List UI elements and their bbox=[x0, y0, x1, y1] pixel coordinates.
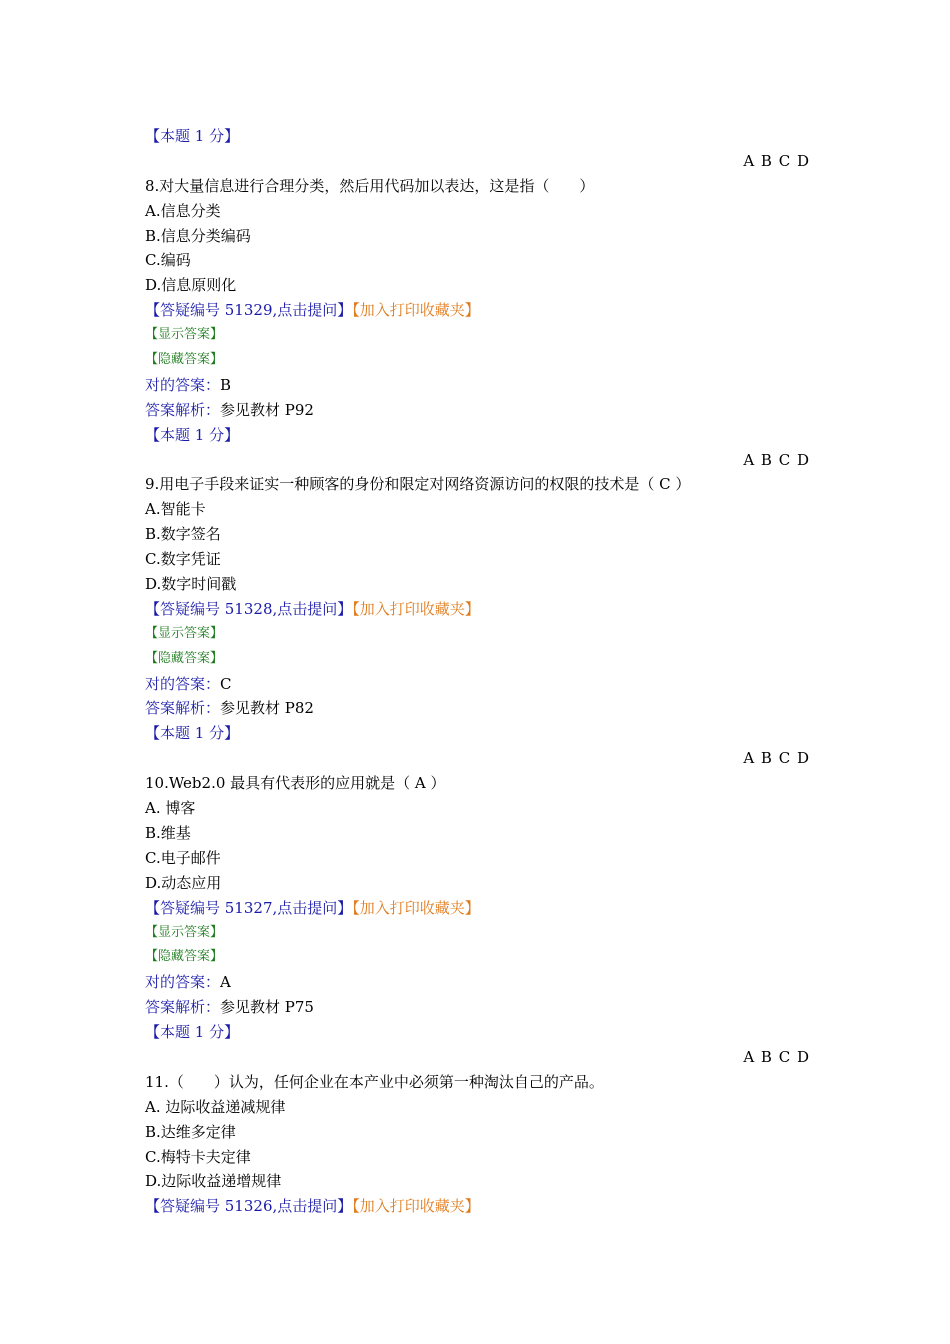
option-c: C.数字凭证 bbox=[145, 550, 221, 569]
option-b: B.维基 bbox=[145, 823, 191, 842]
option-b: B.数字签名 bbox=[145, 525, 221, 544]
score-label: 【本题 1 分】 bbox=[145, 724, 240, 743]
hide-answer-link[interactable]: 【隐藏答案】 bbox=[145, 352, 224, 368]
ask-question-link[interactable]: 【答疑编号 51328,点击提问】 bbox=[145, 599, 353, 618]
option-c: C.编码 bbox=[145, 251, 191, 270]
option-a: A. 边际收益递减规律 bbox=[145, 1097, 286, 1116]
score-label: 【本题 1 分】 bbox=[145, 127, 240, 145]
analysis-label: 答案解析： bbox=[145, 998, 221, 1017]
question-text: 10.Web2.0 最具有代表形的应用就是（ A ） bbox=[145, 774, 446, 793]
answer-row bbox=[145, 373, 810, 398]
analysis-value: 参见教材 P75 bbox=[220, 998, 314, 1017]
link-row bbox=[145, 298, 810, 323]
hide-answer-link[interactable]: 【隐藏答案】 bbox=[145, 949, 224, 965]
analysis-label: 答案解析： bbox=[145, 400, 221, 419]
link-row bbox=[145, 597, 810, 622]
add-favorites-link[interactable]: 【加入打印收藏夹】 bbox=[352, 898, 480, 917]
link-row bbox=[145, 896, 810, 921]
option-b: B.信息分类编码 bbox=[145, 226, 251, 245]
hide-answer-link[interactable]: 【隐藏答案】 bbox=[145, 650, 224, 666]
options-header: A B C D bbox=[743, 151, 810, 170]
answer-label: 对的答案： bbox=[145, 674, 221, 693]
ask-question-link[interactable]: 【答疑编号 51327,点击提问】 bbox=[145, 898, 353, 917]
analysis-value: 参见教材 P82 bbox=[220, 699, 314, 718]
options-header: A B C D bbox=[743, 749, 810, 768]
option-b: B.达维多定律 bbox=[145, 1122, 236, 1141]
option-a: A.智能卡 bbox=[145, 500, 206, 519]
option-d: D.边际收益递增规律 bbox=[145, 1172, 282, 1191]
option-d: D.动态应用 bbox=[145, 873, 222, 892]
option-c: C.电子邮件 bbox=[145, 848, 221, 867]
analysis-label: 答案解析： bbox=[145, 699, 221, 718]
answer-row bbox=[145, 672, 810, 697]
link-row bbox=[145, 1194, 810, 1219]
question-text: 9.用电子手段来证实一种顾客的身份和限定对网络资源访问的权限的技术是（ C ） bbox=[145, 475, 691, 494]
answer-label: 对的答案： bbox=[145, 375, 221, 394]
answer-row bbox=[145, 970, 810, 995]
show-answer-link[interactable]: 【显示答案】 bbox=[145, 327, 224, 343]
answer-value: C bbox=[220, 674, 232, 693]
analysis-value: 参见教材 P92 bbox=[220, 400, 314, 419]
answer-value: B bbox=[220, 375, 232, 394]
score-label: 【本题 1 分】 bbox=[145, 425, 240, 444]
add-favorites-link[interactable]: 【加入打印收藏夹】 bbox=[352, 301, 480, 320]
analysis-row bbox=[145, 398, 810, 423]
options-header: A B C D bbox=[743, 450, 810, 469]
answer-label: 对的答案： bbox=[145, 973, 221, 992]
analysis-row bbox=[145, 995, 810, 1020]
answer-value: A bbox=[220, 973, 231, 992]
option-c: C.梅特卡夫定律 bbox=[145, 1147, 251, 1166]
option-d: D.信息原则化 bbox=[145, 276, 237, 295]
option-a: A. 博客 bbox=[145, 799, 196, 818]
ask-question-link[interactable]: 【答疑编号 51329,点击提问】 bbox=[145, 301, 353, 320]
show-answer-link[interactable]: 【显示答案】 bbox=[145, 924, 224, 940]
option-d: D.数字时间戳 bbox=[145, 575, 237, 594]
analysis-row bbox=[145, 696, 810, 721]
question-text: 11.（ ）认为，任何企业在本产业中必须第一种淘汰自己的产品。 bbox=[145, 1072, 604, 1091]
add-favorites-link[interactable]: 【加入打印收藏夹】 bbox=[352, 599, 480, 618]
ask-question-link[interactable]: 【答疑编号 51326,点击提问】 bbox=[145, 1197, 353, 1216]
show-answer-link[interactable]: 【显示答案】 bbox=[145, 625, 224, 641]
question-text: 8.对大量信息进行合理分类，然后用代码加以表达，这是指（ ） bbox=[145, 176, 595, 195]
options-header: A B C D bbox=[743, 1047, 810, 1066]
option-a: A.信息分类 bbox=[145, 201, 221, 220]
score-label: 【本题 1 分】 bbox=[145, 1023, 240, 1042]
question-list bbox=[145, 124, 810, 1219]
add-favorites-link[interactable]: 【加入打印收藏夹】 bbox=[352, 1197, 480, 1216]
